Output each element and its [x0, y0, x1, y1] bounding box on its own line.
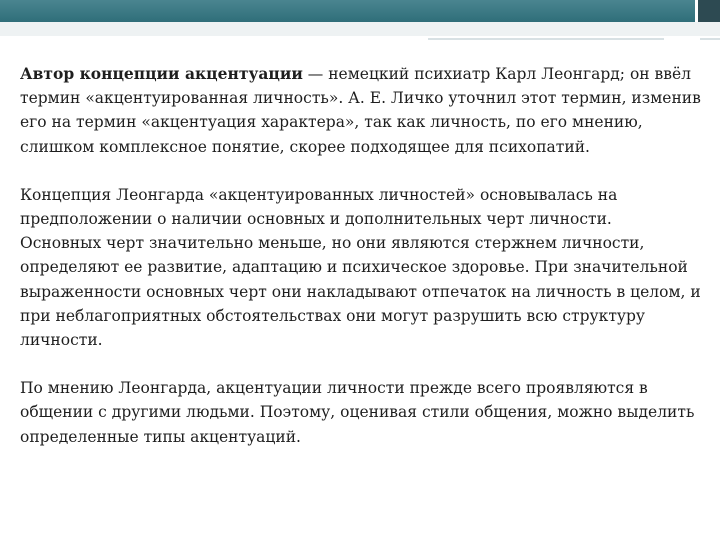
paragraph-communication: По мнению Леонгарда, акцентуации личности прежде всего проявляются в общении с другими людьми. Поэтому, оценивая стили общения, можно выделить определенные типы акцентуаций. — [20, 379, 695, 446]
header-accent-line — [428, 38, 664, 40]
header-bar — [0, 0, 720, 22]
paragraph-author-bold: Автор концепции акцентуации — [20, 64, 303, 83]
header-accent-line-right — [700, 38, 720, 40]
paragraph-main-traits: Основных черт значительно меньше, но они являются стержнем личности, определяют ее развитие, адаптацию и психическое здоровье. При значительной выраженности основных черт они накладывают отпечаток на личность в целом, и при неблагоприятных обстоятельствах они могут разрушить всю структуру личности. — [20, 234, 701, 350]
paragraph-author — [20, 62, 710, 159]
header-corner-block — [698, 0, 720, 22]
paragraph-author-text: — немецкий психиатр Карл Леонгард; он ввёл термин «акцентуированная личность». А. Е. Личко уточнил этот термин, изменив его на термин «акцентуация характера», так как личность, по его мнению, слишком комплексное понятие, скорее подходящее для психопатий. — [20, 65, 701, 156]
header-band — [0, 22, 720, 36]
slide-body — [20, 62, 710, 473]
paragraph-concept: Концепция Леонгарда «акцентуированных личностей» основывалась на предположении о наличии основных и дополнительных черт личности. — [20, 185, 618, 229]
header-teal-strip — [0, 0, 700, 22]
